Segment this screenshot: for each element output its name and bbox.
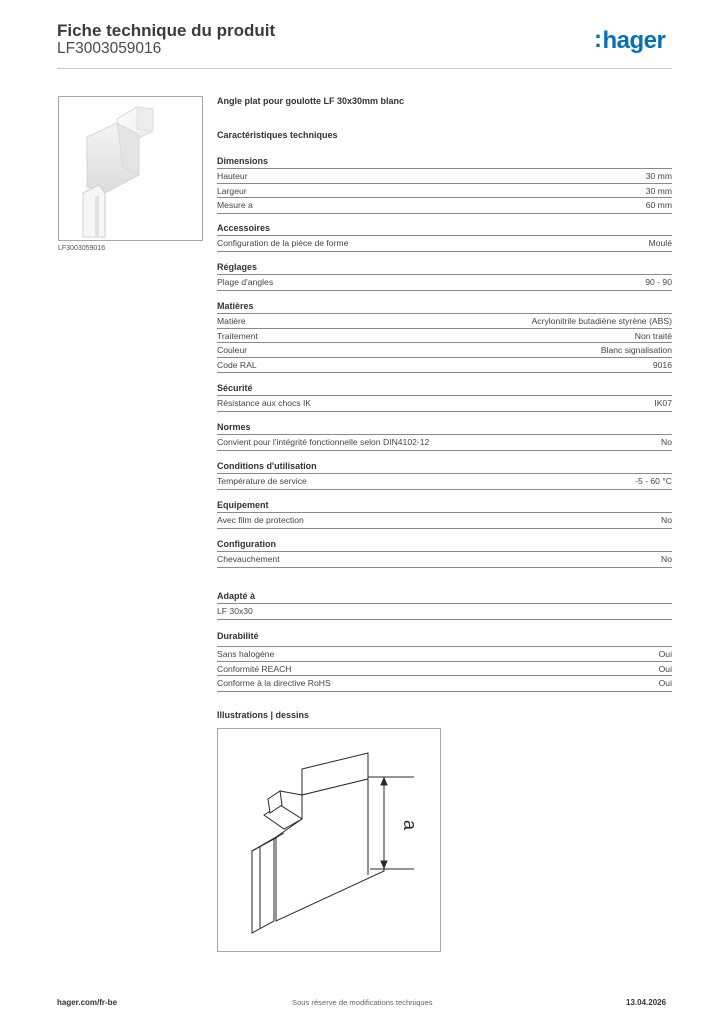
section-title-configuration: Configuration <box>217 539 276 549</box>
spec-label: Traitement <box>217 330 258 341</box>
section-title-normes: Normes <box>217 422 251 432</box>
spec-label: Hauteur <box>217 171 248 181</box>
spec-label: Configuration de la pièce de forme <box>217 238 349 248</box>
logo-text: hager <box>602 27 666 54</box>
spec-label: Plage d'angles <box>217 277 274 287</box>
spec-row <box>217 168 672 184</box>
spec-label: Chevauchement <box>217 554 280 564</box>
spec-row <box>217 434 672 451</box>
section-title-dimensions: Dimensions <box>217 156 269 166</box>
product-title: Angle plat pour goulotte LF 30x30mm blanc <box>217 96 405 106</box>
spec-value: No <box>661 554 672 564</box>
spec-row <box>217 395 672 412</box>
spec-label: Convient pour l'intégrité fonctionnelle selon DIN4102-12 <box>217 437 430 447</box>
spec-row <box>217 183 672 199</box>
spec-value: 30 mm <box>645 171 672 181</box>
product-photo <box>58 96 203 241</box>
spec-value: Oui <box>658 649 672 659</box>
product-photo-caption: LF3003059016 <box>58 245 106 252</box>
section-title-securite: Sécurité <box>217 383 253 393</box>
spec-value: 60 mm <box>645 200 672 210</box>
spec-value: 90 - 90 <box>645 277 672 287</box>
technical-drawing-image <box>218 729 440 951</box>
spec-row <box>217 274 672 291</box>
logo-colon-icon: : <box>594 26 602 53</box>
spec-row <box>217 646 672 662</box>
hager-logo[interactable] <box>594 27 665 55</box>
section-title-equipement: Equipement <box>217 500 269 510</box>
section-title-durabilite: Durabilité <box>217 631 259 641</box>
spec-label: Mesure a <box>217 200 253 210</box>
spec-label: Température de service <box>217 476 307 486</box>
spec-value: -5 - 60 °C <box>635 476 672 486</box>
spec-row <box>217 661 672 677</box>
spec-row <box>217 197 672 214</box>
spec-label: Conforme à la directive RoHS <box>217 678 331 688</box>
footer-date: 13.04.2026 <box>626 998 667 1007</box>
spec-label: Sans halogène <box>217 649 275 659</box>
spec-row <box>217 551 672 568</box>
spec-row <box>217 235 672 252</box>
footer-website-link[interactable]: hager.com/fr-be <box>57 998 118 1007</box>
spec-row <box>217 357 672 374</box>
spec-row <box>217 512 672 529</box>
footer-disclaimer: Sous réserve de modifications techniques <box>292 998 433 1007</box>
spec-row <box>217 603 672 620</box>
spec-value: Moulé <box>648 238 672 248</box>
page-title: Fiche technique du produit <box>57 21 276 40</box>
spec-value: IK07 <box>654 398 672 408</box>
illustrations-title: Illustrations | dessins <box>217 710 310 720</box>
spec-value: No <box>661 515 672 525</box>
spec-label: Conformité REACH <box>217 663 292 674</box>
spec-value: Oui <box>658 663 672 674</box>
spec-row <box>217 313 672 329</box>
technical-characteristics-title: Caractéristiques techniques <box>217 130 338 140</box>
section-title-reglages: Réglages <box>217 262 258 272</box>
section-title-accessoires: Accessoires <box>217 223 271 233</box>
spec-row <box>217 342 672 358</box>
spec-label: Résistance aux chocs IK <box>217 398 312 408</box>
section-title-conditions: Conditions d'utilisation <box>217 461 317 471</box>
spec-row <box>217 328 672 344</box>
section-title-matieres: Matières <box>217 301 254 311</box>
spec-label: Code RAL <box>217 359 257 370</box>
spec-value: Blanc signalisation <box>600 345 672 355</box>
spec-row <box>217 473 672 490</box>
spec-value: 9016 <box>652 359 672 370</box>
spec-label: Avec film de protection <box>217 515 304 525</box>
spec-value: 30 mm <box>645 185 672 196</box>
spec-row <box>217 675 672 692</box>
header-divider <box>57 68 672 69</box>
spec-value: Non traité <box>634 330 672 341</box>
spec-label: Largeur <box>217 185 247 196</box>
spec-label: Matière <box>217 316 246 326</box>
technical-drawing <box>217 728 441 952</box>
product-photo-image <box>59 97 202 240</box>
spec-value: No <box>661 437 672 447</box>
product-reference: LF3003059016 <box>57 40 162 57</box>
spec-value: Oui <box>658 678 672 688</box>
dimension-label-a: a <box>400 819 420 831</box>
spec-label: Couleur <box>217 345 248 355</box>
spec-value: Acrylonitrile butadiène styrène (ABS) <box>531 316 672 326</box>
spec-label[interactable]: LF 30x30 <box>217 606 253 616</box>
section-title-adapte: Adapté à <box>217 591 256 601</box>
